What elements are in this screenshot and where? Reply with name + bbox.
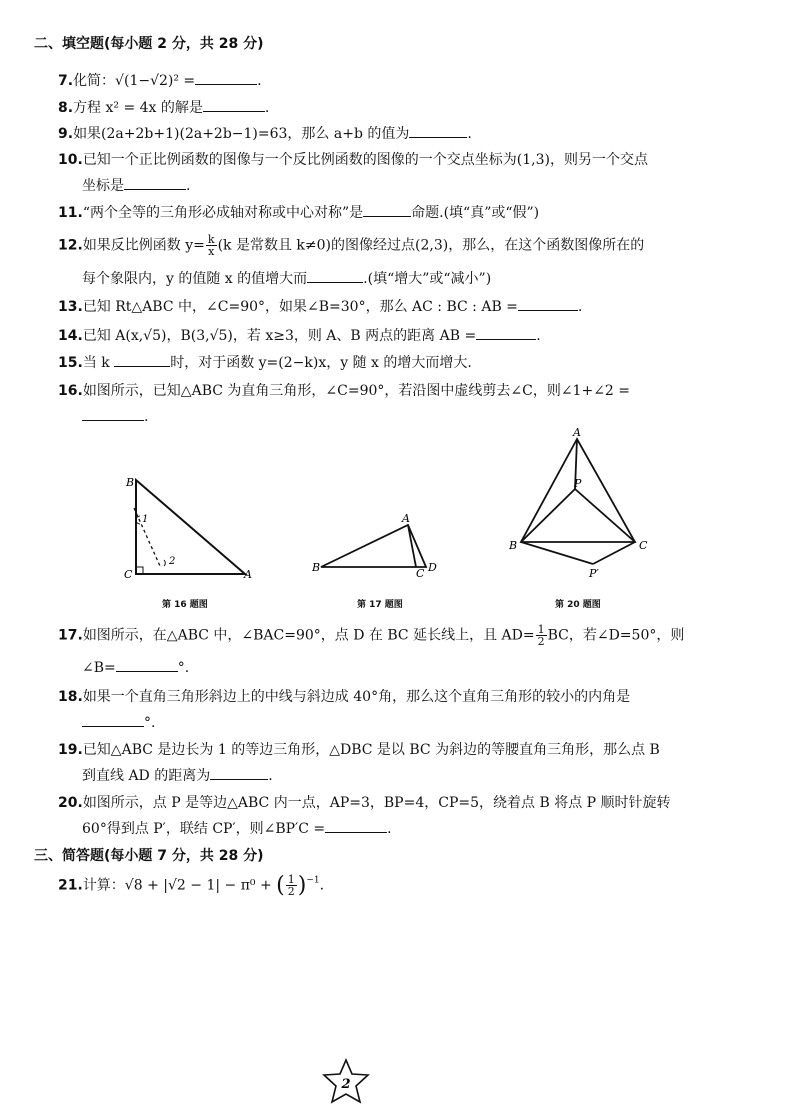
question-16: 16.如图所示，已知△ABC 为直角三角形，∠C=90°，若沿图中虚线剪去∠C，则∠1+∠2 = [58, 383, 631, 399]
label-c: C [124, 568, 133, 580]
question-17-cont: ∠B= °. [82, 657, 189, 676]
question-9: 9.如果(2a+2b+1)(2a+2b−1)=63，那么 a+b 的值为 . [58, 123, 472, 143]
fraction: $\frac{1}{2}$ [287, 873, 295, 898]
figure-16-caption: 第 16 题图 [162, 600, 208, 610]
label-c: C [416, 567, 425, 580]
triangle-abd [321, 525, 426, 567]
question-8: 8.方程 x² = 4x 的解是 . [58, 97, 269, 117]
label-b: B [312, 561, 321, 574]
figure-17-caption: 第 17 题图 [357, 600, 403, 610]
segment-cp-prime [593, 542, 635, 564]
answer-blank[interactable] [82, 712, 144, 727]
answer-blank[interactable] [203, 97, 265, 112]
page-number: 2 [341, 1077, 351, 1092]
label-p-prime: P′ [589, 567, 599, 580]
answer-blank[interactable] [116, 657, 178, 672]
label-a: A [573, 426, 581, 439]
question-18-cont: °. [82, 712, 155, 731]
figure-17 [312, 510, 452, 580]
fraction: $\frac{1}{2}$ [537, 623, 545, 648]
question-18: 18.如果一个直角三角形斜边上的中线与斜边成 40°角，那么这个直角三角形的较小的内角是 [58, 689, 631, 705]
question-20-cont: 60°得到点 P′，联结 CP′，则∠BP′C = . [82, 818, 392, 838]
question-15: 15.当 k 时，对于函数 y=(2−k)x，y 随 x 的增大而增大. [58, 352, 472, 372]
answer-blank[interactable] [518, 296, 578, 311]
section-3-header: 三、简答题(每小题 7 分，共 28 分) [34, 848, 264, 864]
answer-blank[interactable] [82, 406, 144, 421]
question-7: 7.化简：√(1−√2)² = . [58, 70, 262, 90]
question-21: 21.计算：√8 + |√2 − 1| − π⁰ + ( $\frac{1}{2}$ )$^{-1}$. [58, 873, 325, 898]
label-c: C [639, 539, 648, 552]
right-angle-mark [136, 567, 143, 574]
answer-blank[interactable] [476, 325, 536, 340]
answer-blank[interactable] [124, 175, 186, 190]
label-b: B [509, 539, 518, 552]
label-a: A [402, 512, 410, 525]
label-a: A [244, 568, 252, 580]
answer-blank[interactable] [195, 70, 257, 85]
angle-2-arc [164, 560, 165, 566]
page-number-badge [321, 1058, 371, 1108]
question-10-cont: 坐标是 . [82, 175, 190, 195]
question-16-cont: . [82, 406, 148, 425]
question-12: 12.如果反比例函数 y= $\frac{k}{x}$ (k 是常数且 k≠0)的图像经过点(2,3)，那么，在这个函数图像所在的 [58, 233, 645, 258]
figure-20-caption: 第 20 题图 [555, 600, 601, 610]
label-angle-1: 1 [142, 514, 149, 525]
star-icon [321, 1058, 371, 1104]
figure-16 [120, 470, 260, 580]
figure-20 [505, 425, 665, 580]
answer-blank[interactable] [210, 765, 268, 780]
triangle-abc [136, 480, 245, 574]
segment-bp [521, 489, 575, 542]
question-19: 19.已知△ABC 是边长为 1 的等边三角形，△DBC 是以 BC 为斜边的等腰直角三角形，那么点 B [58, 742, 660, 758]
fraction: $\frac{k}{x}$ [207, 233, 215, 258]
answer-blank[interactable] [409, 123, 467, 138]
question-10: 10.已知一个正比例函数的图像与一个反比例函数的图像的一个交点坐标为(1,3)，则另一个交点 [58, 152, 648, 168]
question-17: 17.如图所示，在△ABC 中，∠BAC=90°，点 D 在 BC 延长线上，且 AD= $\frac{1}{2}$ BC，若∠D=50°，则 [58, 623, 685, 648]
question-13: 13.已知 Rt△ABC 中，∠C=90°，如果∠B=30°，那么 AC : BC : AB = . [58, 296, 582, 316]
label-d: D [428, 561, 437, 574]
question-20: 20.如图所示，点 P 是等边△ABC 内一点，AP=3，BP=4，CP=5，绕着点 B 将点 P 顺时针旋转 [58, 795, 671, 811]
answer-blank[interactable] [363, 202, 411, 217]
question-14: 14.已知 A(x,√5)，B(3,√5)，若 x≥3，则 A、B 两点的距离 AB = . [58, 325, 541, 345]
answer-blank[interactable] [325, 818, 387, 833]
segment-cp [575, 489, 635, 542]
segment-bp-prime [521, 542, 593, 564]
section-2-header: 二、填空题(每小题 2 分，共 28 分) [34, 36, 264, 52]
answer-blank[interactable] [307, 268, 363, 283]
label-angle-2: 2 [169, 556, 176, 567]
question-11: 11.“两个全等的三角形必成轴对称或中心对称”是 命题.(填“真”或“假”) [58, 202, 539, 222]
label-b: B [126, 476, 135, 489]
question-12-cont: 每个象限内，y 的值随 x 的值增大而 .(填“增大”或“减小”) [82, 268, 491, 288]
answer-blank[interactable] [114, 352, 170, 367]
question-19-cont: 到直线 AD 的距离为 . [82, 765, 273, 785]
label-p: P [574, 477, 582, 490]
segment-ac [408, 525, 416, 567]
